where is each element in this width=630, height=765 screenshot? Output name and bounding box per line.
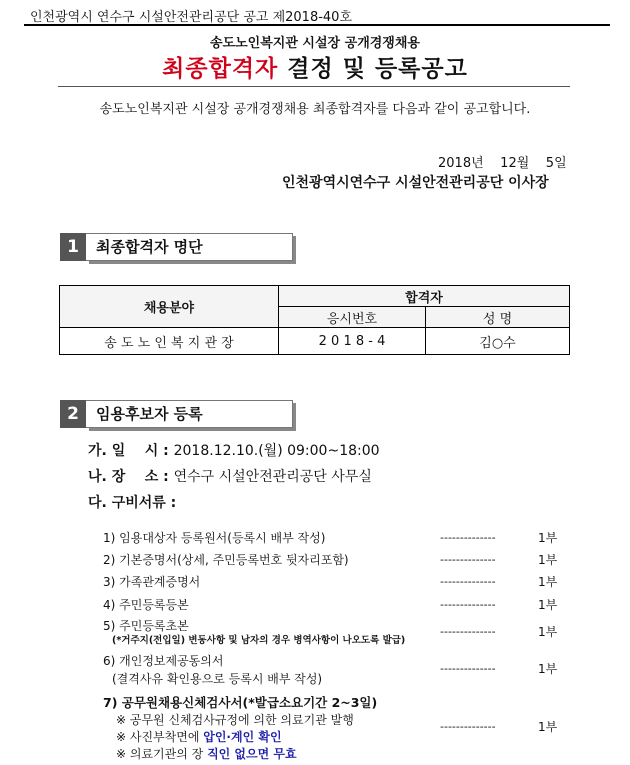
title-highlight: 최종합격자 bbox=[162, 56, 279, 82]
quantity: 1부 bbox=[538, 598, 558, 612]
notice-number: 인천광역시 연수구 시설안전관리공단 공고 제2018-40호 bbox=[30, 10, 353, 25]
section2-title: 임용후보자 등록 bbox=[86, 400, 293, 428]
list-item: 4) 주민등록등본 bbox=[103, 598, 189, 612]
note-text: ※ 사진부착면에 bbox=[116, 730, 204, 744]
leader-dashes: -------------- bbox=[440, 575, 496, 588]
cell-field: 송 도 노 인 복 지 관 장 bbox=[60, 328, 279, 355]
leader-dashes: -------------- bbox=[440, 662, 496, 675]
info-place bbox=[88, 466, 372, 486]
title-divider bbox=[58, 86, 570, 87]
list-item: 5) 주민등록초본 bbox=[103, 619, 189, 633]
info-value: 2018.12.10.(월) 09:00~18:00 bbox=[173, 443, 380, 459]
info-label: 가. 일 시 : bbox=[88, 443, 169, 459]
info-label: 다. 구비서류 : bbox=[88, 495, 177, 511]
issuer: 인천광역시연수구 시설안전관리공단 이사장 bbox=[282, 175, 549, 191]
list-item: 2) 기본증명서(상세, 주민등록번호 뒷자리포함) bbox=[103, 553, 349, 567]
notice-subtitle: 송도노인복지관 시설장 공개경쟁채용 bbox=[210, 36, 420, 51]
list-item: 6) 개인정보제공동의서 bbox=[103, 654, 224, 668]
note-text: ※ 공무원 신체검사규정에 의한 의료기관 발행 bbox=[116, 713, 354, 727]
info-value: 연수구 시설안전관리공단 사무실 bbox=[173, 469, 372, 485]
section1-heading bbox=[60, 233, 293, 261]
intro-text: 송도노인복지관 시설장 공개경쟁채용 최종합격자를 다음과 같이 공고합니다. bbox=[99, 102, 531, 117]
notice-title bbox=[0, 50, 630, 83]
info-label: 나. 장 소 : bbox=[88, 469, 169, 485]
col-name-header: 성 명 bbox=[426, 307, 570, 328]
header-divider bbox=[24, 24, 610, 26]
list-item-note bbox=[116, 711, 354, 728]
info-documents bbox=[88, 492, 176, 512]
list-item: 7) 공무원채용신체검사서(*발급소요기간 2~3일) bbox=[103, 695, 378, 710]
list-item: 3) 가족관계증명서 bbox=[103, 575, 201, 589]
list-item-note bbox=[116, 745, 297, 762]
quantity: 1부 bbox=[538, 625, 558, 639]
list-item: 1) 임용대상자 등록원서(등록시 배부 작성) bbox=[103, 531, 326, 545]
info-date bbox=[88, 440, 380, 460]
quantity: 1부 bbox=[538, 662, 558, 676]
note-highlight: 압인·계인 확인 bbox=[203, 730, 282, 744]
quantity: 1부 bbox=[538, 575, 558, 589]
notice-date: 2018년 12월 5일 bbox=[438, 156, 567, 171]
leader-dashes: -------------- bbox=[440, 625, 496, 638]
section2-number: 2 bbox=[60, 400, 86, 428]
leader-dashes: -------------- bbox=[440, 720, 496, 733]
quantity: 1부 bbox=[538, 531, 558, 545]
table-row bbox=[60, 328, 570, 355]
cell-name: 김○수 bbox=[426, 328, 570, 355]
quantity: 1부 bbox=[538, 720, 558, 734]
note-text: ※ 의료기관의 장 bbox=[116, 747, 208, 761]
list-item-note: (*거주지(전입일) 변동사항 및 남자의 경우 병역사항이 나오도록 발급) bbox=[112, 635, 406, 646]
section1-number: 1 bbox=[60, 233, 86, 261]
section2-heading bbox=[60, 400, 293, 428]
col-field-header: 채용분야 bbox=[60, 286, 279, 328]
list-item-note bbox=[116, 728, 282, 745]
cell-exam-no: 2 0 1 8 - 4 bbox=[279, 328, 426, 355]
note-highlight: 직인 없으면 무효 bbox=[207, 747, 297, 761]
col-group-header: 합격자 bbox=[279, 286, 570, 307]
leader-dashes: -------------- bbox=[440, 553, 496, 566]
list-item-note: (결격사유 확인용으로 등록시 배부 작성) bbox=[112, 672, 323, 686]
title-rest: 결정 및 등록공고 bbox=[287, 56, 468, 82]
leader-dashes: -------------- bbox=[440, 531, 496, 544]
quantity: 1부 bbox=[538, 553, 558, 567]
section1-title: 최종합격자 명단 bbox=[86, 233, 293, 261]
finalist-table bbox=[59, 285, 570, 355]
col-exam-no-header: 응시번호 bbox=[279, 307, 426, 328]
leader-dashes: -------------- bbox=[440, 598, 496, 611]
